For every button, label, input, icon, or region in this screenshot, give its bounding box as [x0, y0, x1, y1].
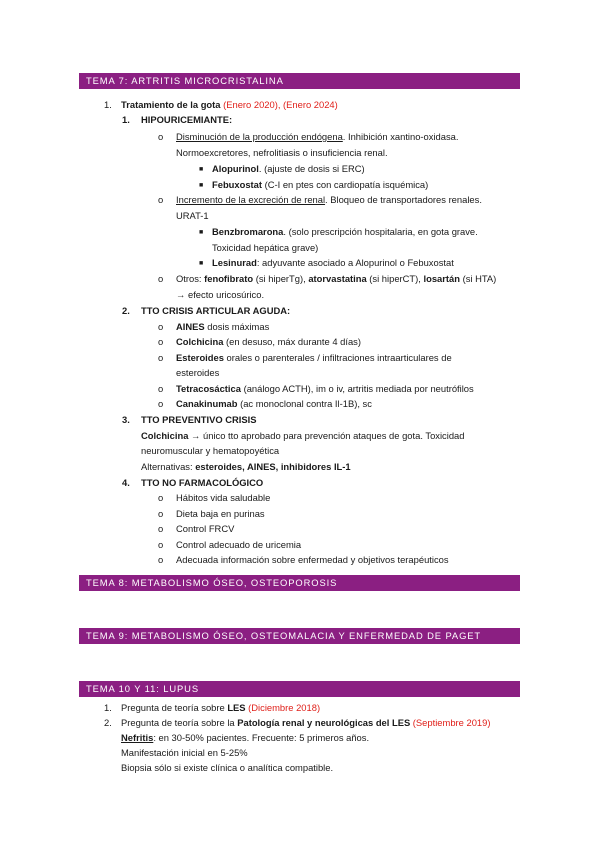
section-header-tema-7: TEMA 7: ARTRITIS MICROCRISTALINA [79, 73, 520, 89]
list-item-aines: AINES dosis máximas [176, 321, 270, 332]
circle-bullet: o [158, 131, 164, 142]
list-number: 1. [122, 114, 130, 125]
list-item: Control adecuado de uricemia [176, 539, 302, 550]
subheading-tto-preventivo: TTO PREVENTIVO CRISIS [141, 414, 257, 425]
circle-bullet: o [158, 194, 164, 205]
list-item-pregunta-patologia: Pregunta de teoría sobre la Patología renal y neurológicas del LES (Septiembre 2019) [121, 717, 491, 728]
list-item-colchicina: Colchicina (en desuso, máx durante 4 días) [176, 336, 361, 347]
square-bullet: ■ [199, 182, 204, 189]
circle-bullet: o [158, 321, 164, 332]
circle-bullet: o [158, 554, 164, 565]
square-bullet: ■ [199, 166, 204, 173]
exam-dates: (Enero 2020), (Enero 2024) [223, 99, 338, 110]
list-item-continuation: Toxicidad hepática grave) [212, 242, 319, 253]
circle-bullet: o [158, 539, 164, 550]
circle-bullet: o [158, 352, 164, 363]
exam-date: (Septiembre 2019) [410, 717, 491, 728]
list-number: 1. [104, 702, 112, 713]
circle-bullet: o [158, 336, 164, 347]
list-item-canakinumab: Canakinumab (ac monoclonal contra Il-1B), sc [176, 398, 372, 409]
list-item-pregunta-les: Pregunta de teoría sobre LES (Diciembre 2018) [121, 702, 321, 713]
list-item: Hábitos vida saludable [176, 492, 271, 503]
list-item-continuation: esteroides [176, 367, 220, 378]
circle-bullet: o [158, 492, 164, 503]
circle-bullet: o [158, 523, 164, 534]
list-number: 3. [122, 414, 130, 425]
list-item-tetracosactica: Tetracosáctica (análogo ACTH), im o iv, artritis mediada por neutrófilos [176, 383, 474, 394]
circle-bullet: o [158, 508, 164, 519]
list-item: Dieta baja en purinas [176, 508, 265, 519]
subheading-tto-crisis: TTO CRISIS ARTICULAR AGUDA: [141, 305, 291, 316]
list-item: Adecuada información sobre enfermedad y objetivos terapéuticos [176, 554, 449, 565]
list-item-tratamiento-gota: Tratamiento de la gota (Enero 2020), (Enero 2024) [121, 99, 338, 110]
circle-bullet: o [158, 273, 164, 284]
list-number: 1. [104, 99, 112, 110]
paragraph-biopsia: Biopsia sólo si existe clínica o analítica compatible. [121, 762, 334, 773]
list-item-continuation: → efecto uricosúrico. [176, 289, 265, 300]
list-item-benzbromarona: Benzbromarona. (solo prescripción hospitalaria, en gota grave. [212, 226, 478, 237]
list-item-esteroides: Esteroides orales o parenterales / infiltraciones intraarticulares de [176, 352, 452, 363]
section-header-tema-9: TEMA 9: METABOLISMO ÓSEO, OSTEOMALACIA Y ENFERMEDAD DE PAGET [79, 628, 520, 644]
list-item-alopurinol: Alopurinol. (ajuste de dosis si ERC) [212, 163, 365, 174]
section-header-tema-10-11: TEMA 10 Y 11: LUPUS [79, 681, 520, 697]
exam-date: (Diciembre 2018) [245, 702, 321, 713]
list-number: 4. [122, 477, 130, 488]
subheading-tto-no-farmacologico: TTO NO FARMACOLÓGICO [141, 477, 264, 488]
section-header-tema-8: TEMA 8: METABOLISMO ÓSEO, OSTEOPOROSIS [79, 575, 520, 591]
list-item-continuation: Normoexcretores, nefrolitiasis o insuficiencia renal. [176, 147, 388, 158]
list-number: 2. [122, 305, 130, 316]
list-item-lesinurad: Lesinurad: adyuvante asociado a Alopurinol o Febuxostat [212, 257, 454, 268]
list-item-disminucion: Disminución de la producción endógena. Inhibición xantino-oxidasa. [176, 131, 459, 142]
list-number: 2. [104, 717, 112, 728]
circle-bullet: o [158, 398, 164, 409]
paragraph-continuation: neuromuscular y hematopoyética [141, 445, 280, 456]
list-item-otros: Otros: fenofibrato (si hiperTg), atorvastatina (si hiperCT), losartán (si HTA) [176, 273, 497, 284]
square-bullet: ■ [199, 260, 204, 267]
paragraph-nefritis: Nefritis: en 30-50% pacientes. Frecuente: 5 primeros años. [121, 732, 370, 743]
subheading-hipouricemiante: HIPOURICEMIANTE: [141, 114, 233, 125]
paragraph-manifestacion: Manifestación inicial en 5-25% [121, 747, 248, 758]
list-item-febuxostat: Febuxostat (C-I en ptes con cardiopatía isquémica) [212, 179, 429, 190]
list-item-incremento: Incremento de la excreción de renal. Bloqueo de transportadores renales. [176, 194, 482, 205]
square-bullet: ■ [199, 229, 204, 236]
circle-bullet: o [158, 383, 164, 394]
list-item: Control FRCV [176, 523, 235, 534]
paragraph-alternativas: Alternativas: esteroides, AINES, inhibidores IL-1 [141, 461, 351, 472]
paragraph-colchicina: Colchicina → único tto aprobado para prevención ataques de gota. Toxicidad [141, 430, 465, 441]
list-item-continuation: URAT-1 [176, 210, 209, 221]
